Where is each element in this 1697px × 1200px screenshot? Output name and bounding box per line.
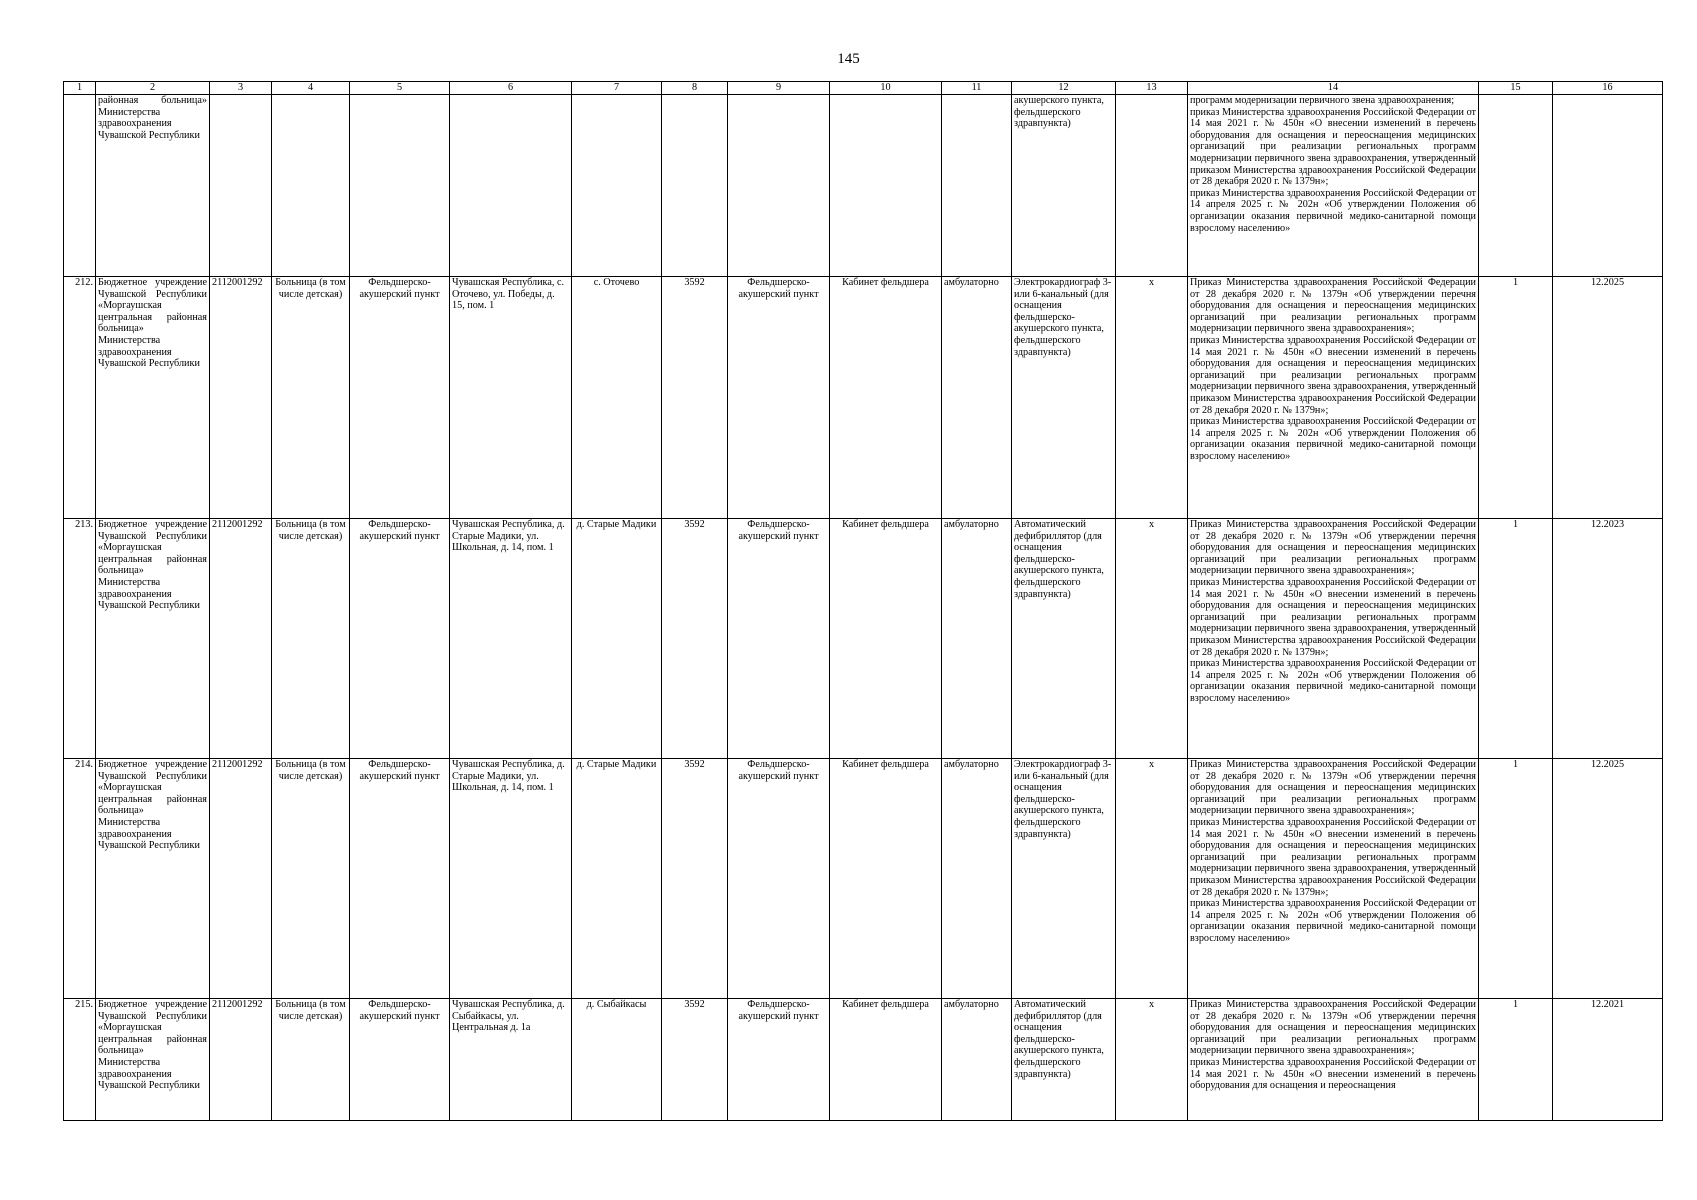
date-cell: 12.2021 — [1553, 999, 1663, 1121]
column-number: 12 — [1012, 82, 1116, 95]
code-cell: 3592 — [662, 759, 728, 999]
org-name-cell: Бюджетное учреждение Чувашской Республики «Моргаушская центральная районная больница» Министерства здравоохранения Чувашской Республики — [96, 759, 210, 999]
col13-cell: x — [1116, 519, 1188, 759]
equipment-cell: Электрокардиограф 3- или 6-канальный (для оснащения фельдшерско-акушерского пункта, фельдшерского здравпункта) — [1012, 277, 1116, 519]
col13-cell: x — [1116, 759, 1188, 999]
equipment-cell: Автоматический дефибриллятор (для оснащения фельдшерско-акушерского пункта, фельдшерского здравпункта) — [1012, 999, 1116, 1121]
col13-cell: x — [1116, 277, 1188, 519]
column-number: 9 — [728, 82, 830, 95]
room-cell: Кабинет фельдшера — [830, 759, 942, 999]
org-type-cell: Больница (в том числе детская) — [272, 759, 350, 999]
org-name-cell: Бюджетное учреждение Чувашской Республики «Моргаушская центральная районная больница» Министерства здравоохранения Чувашской Республики — [96, 999, 210, 1121]
code-cell: 3592 — [662, 277, 728, 519]
room-cell: Кабинет фельдшера — [830, 519, 942, 759]
legal-basis-cell: программ модернизации первичного звена здравоохранения; приказ Министерства здравоохранения Российской Федерации от 14 мая 2021 г. № 450н «О внесении изменений в перечень оборудования для оснащения и переоснащения медицинских организаций при реализации региональных программ модернизации первичного звена здравоохранения, утвержденный приказом Министерства здравоохранения Российской Федерации от 28 декабря 2020 г. № 1379н»; приказ Министерства здравоохранения Российской Федерации от 14 апреля 2025 г. № 202н «Об утверждении Положения об организации оказания первичной медико-санитарной помощи взрослому населению» — [1188, 95, 1479, 277]
settlement-cell: д. Сыбайкасы — [572, 999, 662, 1121]
unit-type-cell: Фельдшерско-акушерский пункт — [350, 759, 450, 999]
col13-cell: x — [1116, 999, 1188, 1121]
table-row — [64, 999, 1663, 1121]
unit-cell: Фельдшерско-акушерский пункт — [728, 999, 830, 1121]
legal-basis-cell: Приказ Министерства здравоохранения Российской Федерации от 28 декабря 2020 г. № 1379н «Об утверждении перечня оборудования для оснащения и переоснащения медицинских организаций при реализации региональных программ модернизации первичного звена здравоохранения»; приказ Министерства здравоохранения Российской Федерации от 14 мая 2021 г. № 450н «О внесении изменений в перечень оборудования для оснащения и переоснащения медицинских организаций при реализации региональных программ модернизации первичного звена здравоохранения, утвержденный приказом Министерства здравоохранения Российской Федерации от 28 декабря 2020 г. № 1379н»; приказ Министерства здравоохранения Российской Федерации от 14 апреля 2025 г. № 202н «Об утверждении Положения об организации оказания первичной медико-санитарной помощи взрослому населению» — [1188, 519, 1479, 759]
care-form-cell: амбулаторно — [942, 999, 1012, 1121]
inn-cell: 2112001292 — [210, 277, 272, 519]
column-number-row — [64, 82, 1663, 95]
page-number: 145 — [837, 51, 860, 67]
column-number: 15 — [1479, 82, 1553, 95]
unit-cell: Фельдшерско-акушерский пункт — [728, 519, 830, 759]
unit-cell: Фельдшерско-акушерский пункт — [728, 277, 830, 519]
org-name-cell: Бюджетное учреждение Чувашской Республики «Моргаушская центральная районная больница» Министерства здравоохранения Чувашской Республики — [96, 519, 210, 759]
table-row — [64, 519, 1663, 759]
row-number: 213. — [64, 519, 96, 759]
quantity-cell: 1 — [1479, 277, 1553, 519]
settlement-cell: д. Старые Мадики — [572, 519, 662, 759]
equipment-cell: Электрокардиограф 3- или 6-канальный (для оснащения фельдшерско-акушерского пункта, фельдшерского здравпункта) — [1012, 759, 1116, 999]
room-cell: Кабинет фельдшера — [830, 999, 942, 1121]
column-number: 10 — [830, 82, 942, 95]
inn-cell: 2112001292 — [210, 759, 272, 999]
unit-type-cell: Фельдшерско-акушерский пункт — [350, 277, 450, 519]
inn-cell: 2112001292 — [210, 999, 272, 1121]
column-number: 11 — [942, 82, 1012, 95]
column-number: 14 — [1188, 82, 1479, 95]
care-form-cell: амбулаторно — [942, 759, 1012, 999]
unit-type-cell: Фельдшерско-акушерский пункт — [350, 999, 450, 1121]
column-number: 5 — [350, 82, 450, 95]
code-cell: 3592 — [662, 999, 728, 1121]
unit-type-cell: Фельдшерско-акушерский пункт — [350, 519, 450, 759]
table-row — [64, 277, 1663, 519]
address-cell: Чувашская Республика, д. Сыбайкасы, ул. Центральная д. 1а — [450, 999, 572, 1121]
column-number: 7 — [572, 82, 662, 95]
continuation-row — [64, 95, 1663, 277]
legal-basis-cell: Приказ Министерства здравоохранения Российской Федерации от 28 декабря 2020 г. № 1379н «Об утверждении перечня оборудования для оснащения и переоснащения медицинских организаций при реализации региональных программ модернизации первичного звена здравоохранения»; приказ Министерства здравоохранения Российской Федерации от 14 мая 2021 г. № 450н «О внесении изменений в перечень оборудования для оснащения и переоснащения — [1188, 999, 1479, 1121]
row-number: 215. — [64, 999, 96, 1121]
address-cell: Чувашская Республика, д. Старые Мадики, ул. Школьная, д. 14, пом. 1 — [450, 519, 572, 759]
quantity-cell: 1 — [1479, 519, 1553, 759]
care-form-cell: амбулаторно — [942, 277, 1012, 519]
column-number: 16 — [1553, 82, 1663, 95]
row-number: 212. — [64, 277, 96, 519]
date-cell: 12.2025 — [1553, 759, 1663, 999]
legal-basis-cell: Приказ Министерства здравоохранения Российской Федерации от 28 декабря 2020 г. № 1379н «Об утверждении перечня оборудования для оснащения и переоснащения медицинских организаций при реализации региональных программ модернизации первичного звена здравоохранения»; приказ Министерства здравоохранения Российской Федерации от 14 мая 2021 г. № 450н «О внесении изменений в перечень оборудования для оснащения и переоснащения медицинских организаций при реализации региональных программ модернизации первичного звена здравоохранения, утвержденный приказом Министерства здравоохранения Российской Федерации от 28 декабря 2020 г. № 1379н»; приказ Министерства здравоохранения Российской Федерации от 14 апреля 2025 г. № 202н «Об утверждении Положения об организации оказания первичной медико-санитарной помощи взрослому населению» — [1188, 759, 1479, 999]
quantity-cell: 1 — [1479, 759, 1553, 999]
legal-basis-cell: Приказ Министерства здравоохранения Российской Федерации от 28 декабря 2020 г. № 1379н «Об утверждении перечня оборудования для оснащения и переоснащения медицинских организаций при реализации региональных программ модернизации первичного звена здравоохранения»; приказ Министерства здравоохранения Российской Федерации от 14 мая 2021 г. № 450н «О внесении изменений в перечень оборудования для оснащения и переоснащения медицинских организаций при реализации региональных программ модернизации первичного звена здравоохранения, утвержденный приказом Министерства здравоохранения Российской Федерации от 28 декабря 2020 г. № 1379н»; приказ Министерства здравоохранения Российской Федерации от 14 апреля 2025 г. № 202н «Об утверждении Положения об организации оказания первичной медико-санитарной помощи взрослому населению» — [1188, 277, 1479, 519]
settlement-cell: с. Оточево — [572, 277, 662, 519]
column-number: 6 — [450, 82, 572, 95]
row-number: 214. — [64, 759, 96, 999]
equipment-cell: Автоматический дефибриллятор (для оснащения фельдшерско-акушерского пункта, фельдшерского здравпункта) — [1012, 519, 1116, 759]
care-form-cell: амбулаторно — [942, 519, 1012, 759]
room-cell: Кабинет фельдшера — [830, 277, 942, 519]
org-type-cell: Больница (в том числе детская) — [272, 277, 350, 519]
table-row — [64, 759, 1663, 999]
unit-cell: Фельдшерско-акушерский пункт — [728, 759, 830, 999]
column-number: 4 — [272, 82, 350, 95]
column-number: 2 — [96, 82, 210, 95]
column-number: 3 — [210, 82, 272, 95]
org-type-cell: Больница (в том числе детская) — [272, 999, 350, 1121]
org-name-cell: Бюджетное учреждение Чувашской Республики «Моргаушская центральная районная больница» Министерства здравоохранения Чувашской Республики — [96, 277, 210, 519]
org-name-cell: районная больница» Министерства здравоохранения Чувашской Республики — [96, 95, 210, 277]
column-number: 1 — [64, 82, 96, 95]
date-cell: 12.2025 — [1553, 277, 1663, 519]
inn-cell: 2112001292 — [210, 519, 272, 759]
date-cell: 12.2023 — [1553, 519, 1663, 759]
column-number: 8 — [662, 82, 728, 95]
address-cell: Чувашская Республика, д. Старые Мадики, ул. Школьная, д. 14, пом. 1 — [450, 759, 572, 999]
equipment-cell: акушерского пункта, фельдшерского здравпункта) — [1012, 95, 1116, 277]
quantity-cell: 1 — [1479, 999, 1553, 1121]
settlement-cell: д. Старые Мадики — [572, 759, 662, 999]
org-type-cell: Больница (в том числе детская) — [272, 519, 350, 759]
code-cell: 3592 — [662, 519, 728, 759]
address-cell: Чувашская Республика, с. Оточево, ул. Победы, д. 15, пом. 1 — [450, 277, 572, 519]
column-number: 13 — [1116, 82, 1188, 95]
equipment-registry-table — [63, 81, 1663, 1121]
